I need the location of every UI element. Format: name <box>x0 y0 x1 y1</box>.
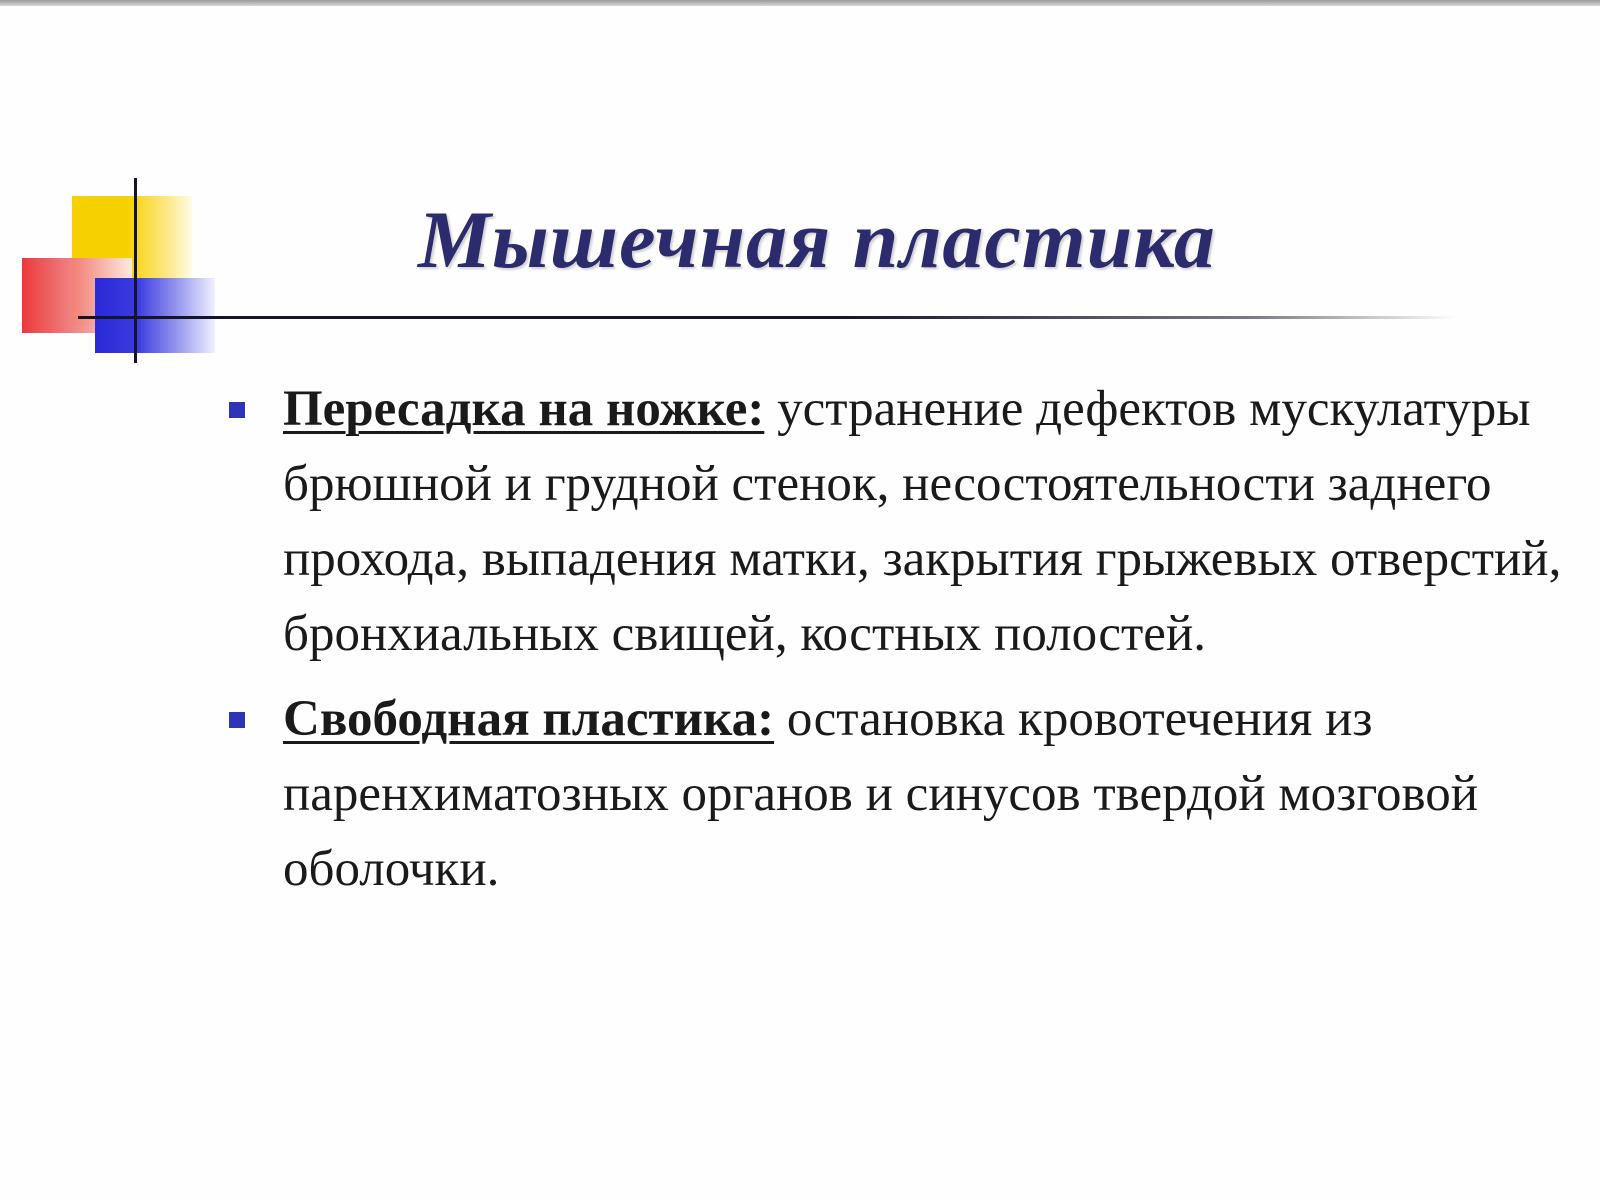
bullet-text: устранение дефектов мускулатуры брюшной и грудной стенок, несостоятельности заднего прохода, выпадения матки, закрытия грыжевых отверстий, бронхиальных свищей, костных полостей. <box>283 381 1562 662</box>
bullet-term: Пересадка на ножке: <box>283 381 765 437</box>
bullet-list <box>225 372 1585 907</box>
bullet-term: Свободная пластика: <box>283 691 775 747</box>
square-bullet-icon <box>229 712 245 728</box>
bullet-item-free-plasty <box>225 682 1585 907</box>
title-underline <box>78 316 1458 319</box>
bullet-text: остановка кровотечения из паренхиматозных органов и синусов твердой мозговой оболочки. <box>283 691 1478 897</box>
slide-title: Мышечная пластика <box>418 194 1216 285</box>
vertical-line <box>134 178 137 363</box>
bullet-item-pedicle-graft <box>225 372 1585 672</box>
top-border <box>0 0 1600 6</box>
square-bullet-icon <box>229 402 245 418</box>
